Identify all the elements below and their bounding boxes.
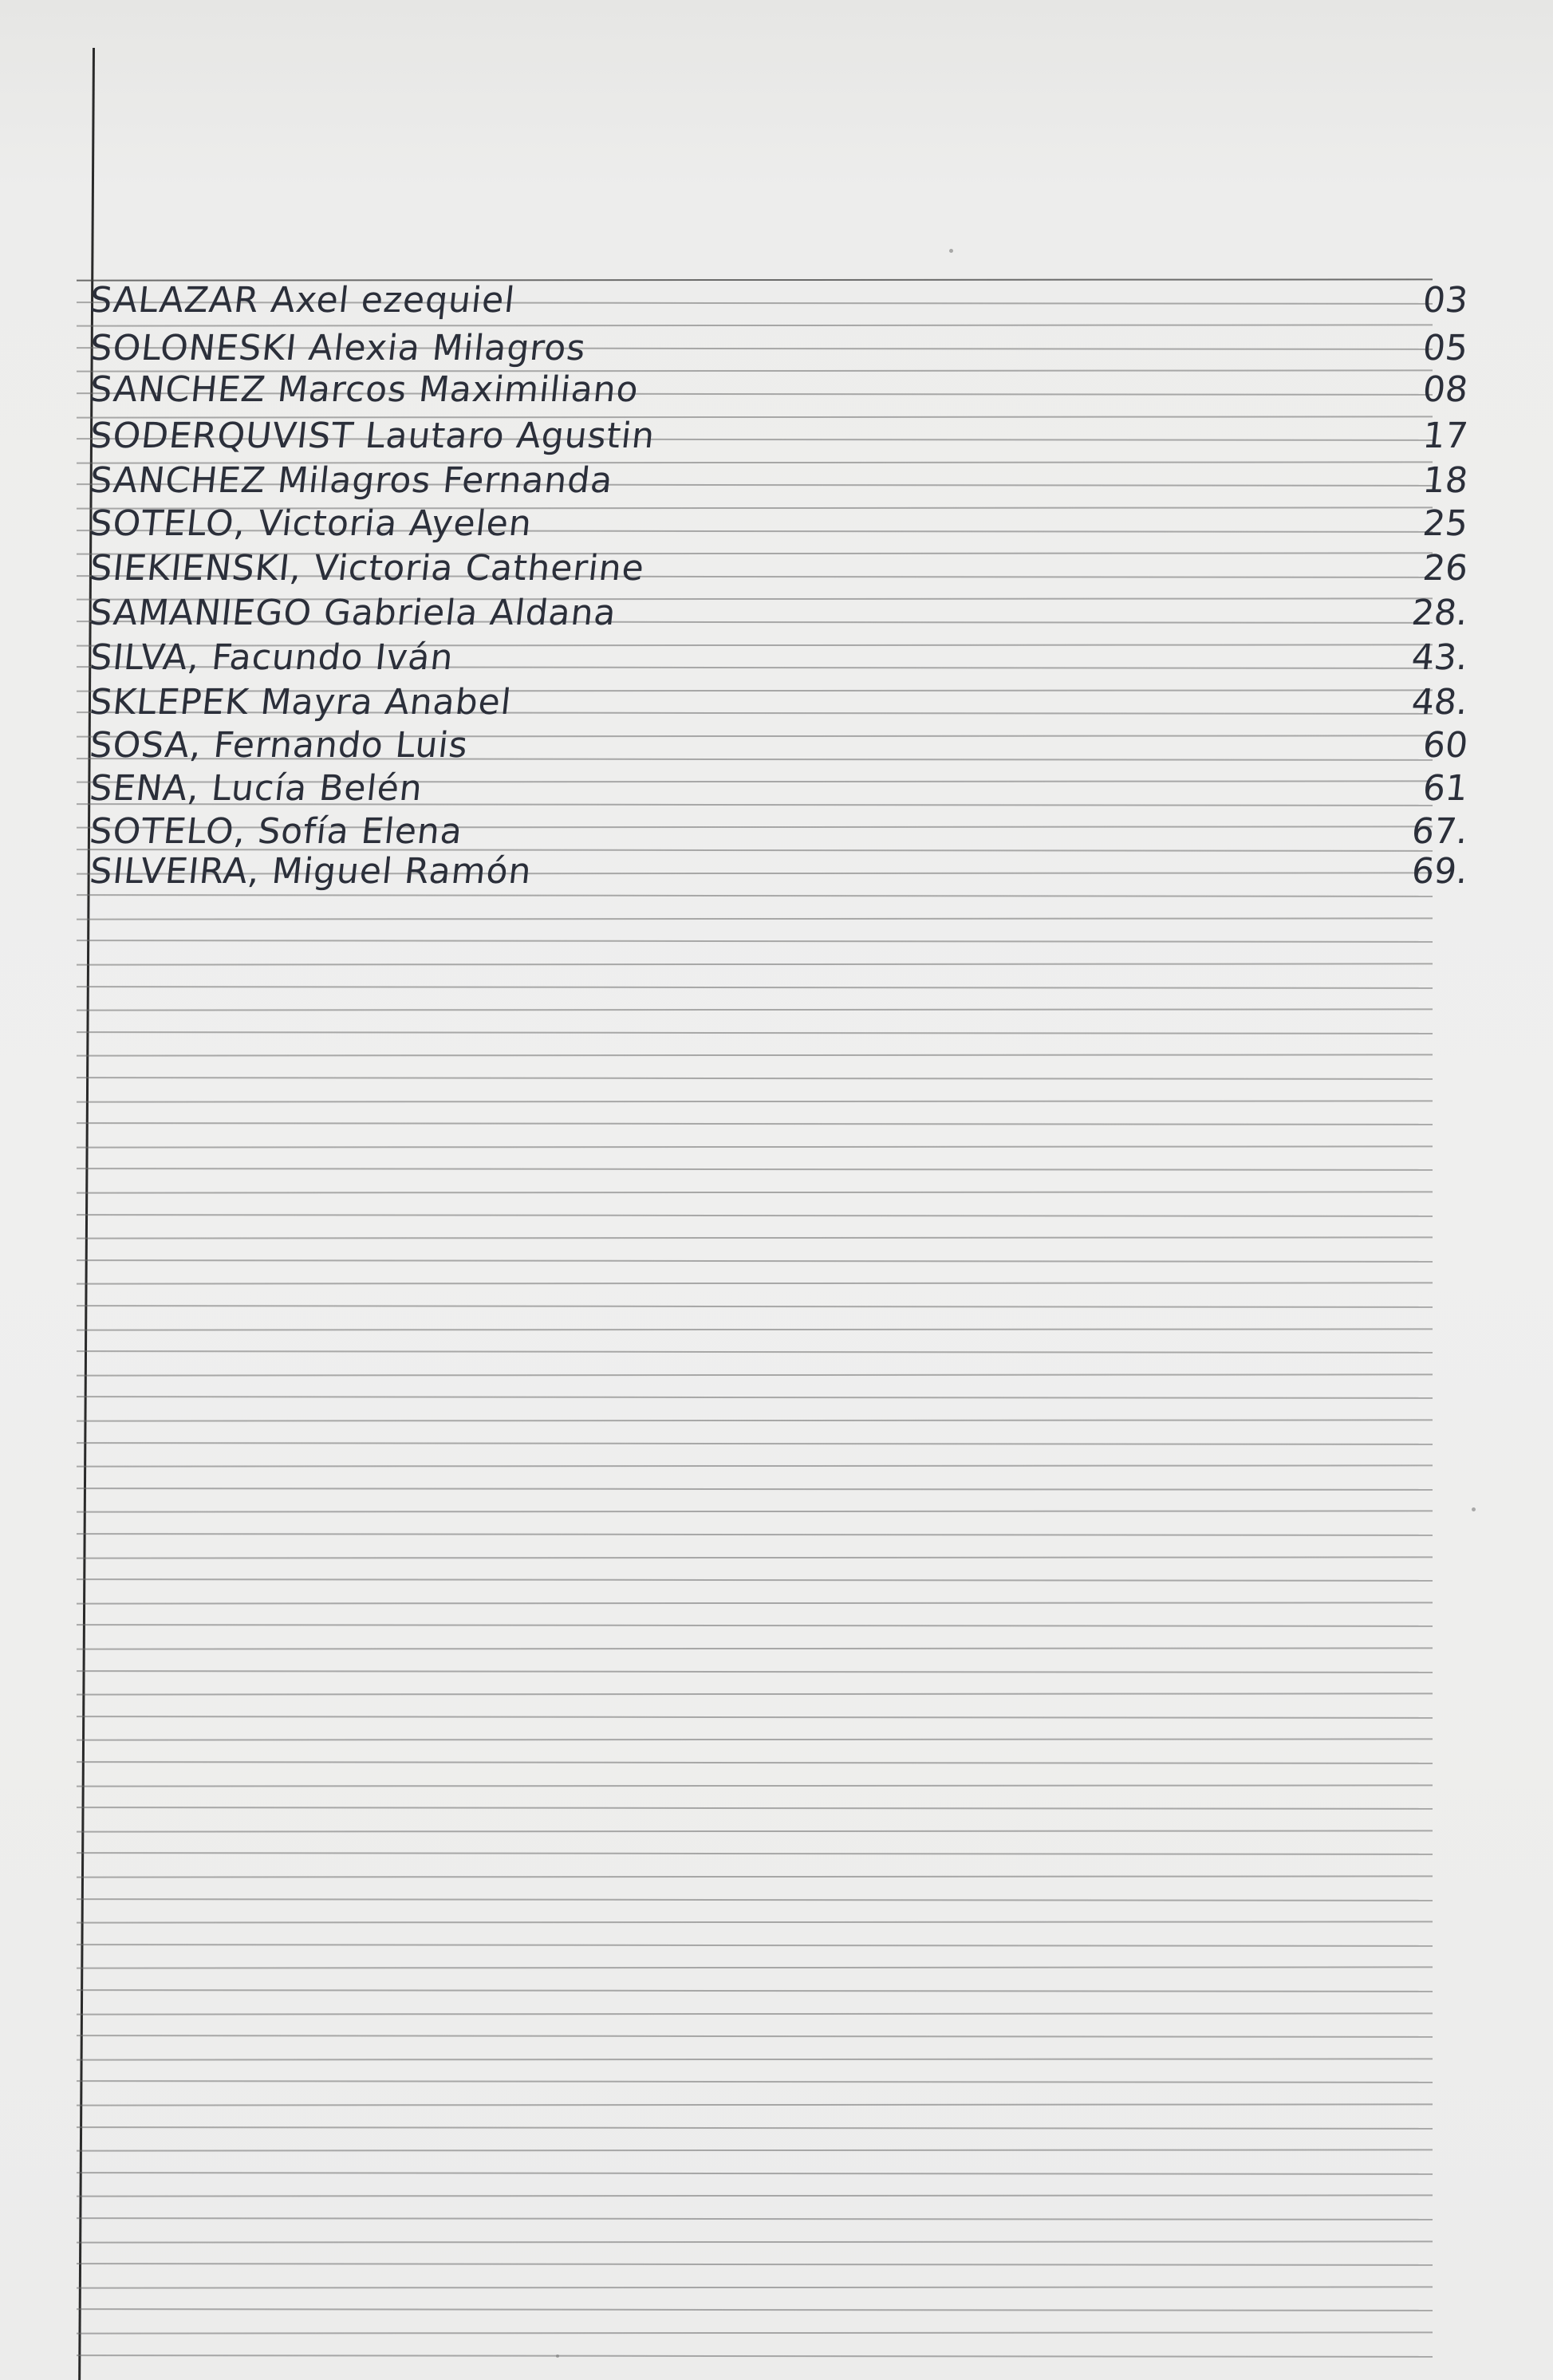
ink-speck — [949, 249, 953, 253]
ruled-line — [77, 1122, 1433, 1125]
student-number: 26 — [1421, 548, 1470, 589]
ruled-line — [77, 1191, 1433, 1193]
ruled-line — [77, 963, 1433, 965]
ruled-line — [77, 1807, 1433, 1810]
student-name: SILVA, Facundo Iván — [88, 637, 456, 678]
student-number: 25 — [1421, 503, 1470, 544]
ruled-line — [77, 1008, 1433, 1011]
ruled-line — [77, 2331, 1433, 2334]
student-number: 60 — [1421, 725, 1470, 766]
student-number: 18 — [1421, 460, 1470, 501]
ruled-line — [77, 1464, 1433, 1467]
ruled-line — [77, 986, 1433, 989]
student-name: SAMANIEGO Gabriela Aldana — [88, 593, 619, 633]
student-name: SILVEIRA, Miguel Ramón — [88, 851, 534, 892]
ruled-line — [77, 2194, 1433, 2197]
list-item — [88, 852, 1468, 893]
ruled-line — [77, 1488, 1433, 1491]
ruled-line — [77, 1830, 1433, 1832]
ruled-line — [77, 1373, 1433, 1376]
ruled-line — [77, 940, 1433, 943]
ruled-line — [77, 1054, 1433, 1056]
ruled-line — [77, 1396, 1433, 1399]
ruled-line — [77, 1761, 1433, 1764]
ruled-line — [77, 1898, 1433, 1901]
student-name: SENA, Lucía Belén — [88, 768, 425, 809]
ruled-line — [77, 1692, 1433, 1695]
ink-speck — [1472, 1507, 1476, 1511]
ruled-line — [77, 1328, 1433, 1330]
ruled-line — [77, 1921, 1433, 1923]
student-number: 03 — [1421, 280, 1470, 321]
student-name: SOLONESKI Alexia Milagros — [88, 328, 589, 368]
ruled-line — [77, 1350, 1433, 1354]
student-name: SANCHEZ Marcos Maximiliano — [88, 369, 641, 410]
ruled-line — [77, 1214, 1433, 1217]
student-number: 43. — [1409, 637, 1470, 678]
ruled-line — [77, 1305, 1433, 1308]
ruled-line — [77, 894, 1433, 897]
ruled-line — [77, 1145, 1433, 1148]
ruled-line — [77, 1944, 1433, 1947]
student-name: SODERQUVIST Lautaro Agustin — [88, 416, 657, 456]
ruled-line — [77, 1784, 1433, 1787]
ruled-line — [77, 917, 1433, 920]
student-number: 48. — [1409, 682, 1470, 723]
ruled-line — [77, 1852, 1433, 1855]
ruled-line — [77, 1282, 1433, 1284]
ruled-line — [77, 1259, 1433, 1263]
student-name: SIEKIENSKI, Victoria Catherine — [88, 548, 647, 589]
ruled-line — [77, 1556, 1433, 1558]
ruled-line — [77, 1442, 1433, 1445]
ruled-line — [77, 2103, 1433, 2106]
ink-speck — [556, 2354, 559, 2358]
list-item — [88, 638, 1468, 680]
student-number: 69. — [1409, 851, 1470, 892]
ruled-line — [77, 2308, 1433, 2311]
ruled-line — [77, 2035, 1433, 2038]
list-item — [88, 549, 1468, 590]
ruled-line — [77, 1533, 1433, 1536]
student-number: 08 — [1421, 369, 1470, 410]
student-name: SOTELO, Sofía Elena — [88, 811, 465, 852]
student-name: SALAZAR Axel ezequiel — [88, 280, 518, 321]
ruled-line — [77, 2012, 1433, 2015]
student-number: 67. — [1409, 811, 1470, 852]
list-item — [88, 769, 1468, 810]
ruled-line — [77, 2217, 1433, 2220]
ruled-line — [77, 1716, 1433, 1719]
student-name: SKLEPEK Mayra Anabel — [88, 682, 514, 723]
ruled-line — [77, 324, 1433, 326]
ruled-line — [77, 1624, 1433, 1627]
ruled-line — [77, 2286, 1433, 2288]
list-item — [88, 683, 1468, 724]
list-item — [88, 461, 1468, 502]
ruled-line — [77, 2149, 1433, 2151]
student-number: 17 — [1421, 416, 1470, 456]
ruled-line — [77, 2126, 1433, 2130]
ruled-line — [77, 1077, 1433, 1080]
ruled-line — [77, 1966, 1433, 1968]
ruled-line — [77, 1236, 1433, 1239]
list-item — [88, 370, 1468, 412]
list-item — [88, 812, 1468, 853]
ruled-line — [77, 1031, 1433, 1034]
ruled-line — [77, 1670, 1433, 1673]
ruled-line — [77, 2263, 1433, 2266]
ruled-line — [77, 1168, 1433, 1171]
list-item — [88, 281, 1468, 322]
ruled-line — [77, 2354, 1433, 2358]
ruled-line — [77, 2058, 1433, 2060]
list-item — [88, 504, 1468, 546]
student-name: SOTELO, Victoria Ayelen — [88, 503, 534, 544]
ruled-line — [77, 2080, 1433, 2083]
student-number: 61 — [1421, 768, 1470, 809]
ruled-line — [77, 2172, 1433, 2175]
student-name: SANCHEZ Milagros Fernanda — [88, 460, 616, 501]
ruled-line — [77, 1510, 1433, 1512]
ruled-line — [77, 1989, 1433, 1992]
ruled-line — [77, 1100, 1433, 1102]
student-number: 05 — [1421, 328, 1470, 368]
list-item — [88, 416, 1468, 458]
ruled-line — [77, 1419, 1433, 1421]
ruled-line — [77, 1647, 1433, 1649]
ruled-line — [77, 1738, 1433, 1740]
list-item — [88, 329, 1468, 370]
ruled-line — [77, 1875, 1433, 1878]
ruled-line — [77, 1578, 1433, 1582]
ruled-line — [77, 1602, 1433, 1604]
student-name: SOSA, Fernando Luis — [88, 725, 471, 766]
list-item — [88, 593, 1468, 635]
student-number: 28. — [1409, 593, 1470, 633]
list-item — [88, 726, 1468, 767]
ruled-line — [77, 2240, 1433, 2243]
